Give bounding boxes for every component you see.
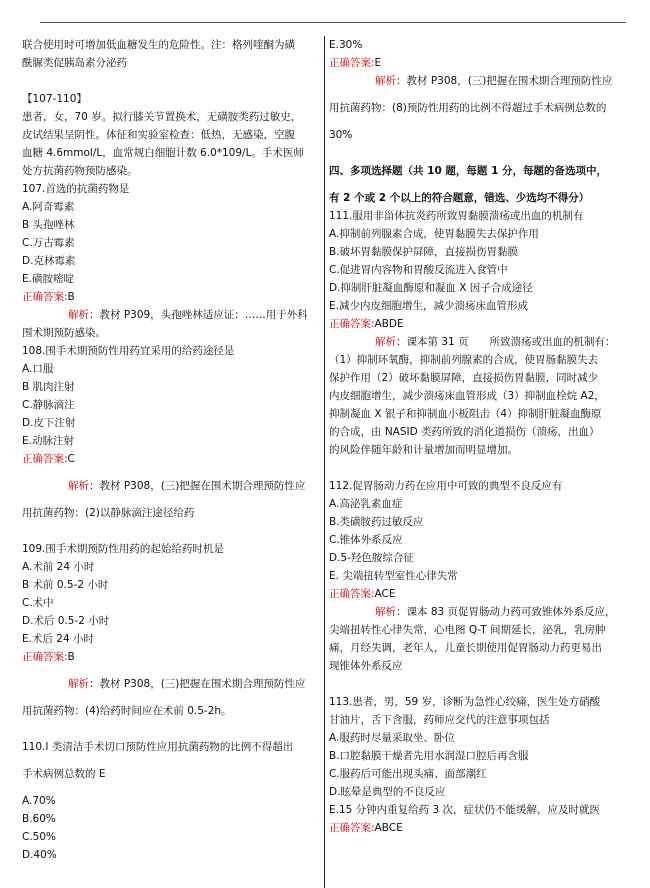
option: E. 尖端扭转型室性心律失常 xyxy=(329,570,458,582)
analysis-line: 围术期预防感染。 xyxy=(22,327,106,339)
option: A.高泌乳素血症 xyxy=(329,498,403,510)
option: E.减少内皮细胞增生，减少溃疡床血管形成 xyxy=(329,300,528,312)
option: E.磺胺嘧啶 xyxy=(22,273,74,285)
option: E.动脉注射 xyxy=(22,435,74,447)
analysis-label: 解析 xyxy=(375,606,396,618)
option: D.术后 0.5-2 小时 xyxy=(22,615,110,627)
answer-label: 正确答案: xyxy=(22,291,68,303)
section-header: 四、多项选择题（共 10 题，每题 1 分，每题的备选项中， xyxy=(329,165,608,177)
analysis-text: ：教材 P308，(三)把握在围术期合理预防性应 xyxy=(89,480,306,492)
answer-label: 正确答案: xyxy=(329,822,375,834)
answer-value: ABDE xyxy=(374,318,404,330)
analysis-label: 解析 xyxy=(68,678,89,690)
answer-value: B xyxy=(67,291,75,303)
option: D.40% xyxy=(22,849,57,861)
analysis-line: 抑制凝血 X 银子和抑制血小板阻击（4）抑制肝脏凝血酶原 xyxy=(329,408,602,420)
analysis-line: 痛，月经失调，老年人，儿童长期使用促胃肠动力药更易出 xyxy=(329,642,602,654)
option: D.皮下注射 xyxy=(22,417,76,429)
analysis-line xyxy=(329,333,629,351)
option: D.抑制肝脏凝血酶原和凝血 X 因子合成途径 xyxy=(329,282,533,294)
option: B 术前 0.5-2 小时 xyxy=(22,579,109,591)
right-column xyxy=(329,36,629,837)
analysis-label: 解析 xyxy=(68,309,89,321)
question-110-stem: 110.I 类清洁手术切口预防性应用抗菌药物的比例不得超出 xyxy=(22,741,294,753)
option: B.类磺胺药过敏反应 xyxy=(329,516,424,528)
option: A.抑制前列腺素合成，使胃黏膜失去保护作用 xyxy=(329,228,539,240)
option: C.50% xyxy=(22,831,57,843)
option: A.术前 24 小时 xyxy=(22,561,95,573)
analysis-line xyxy=(329,603,629,621)
answer-value: E xyxy=(374,57,382,69)
option: D.克林霉素 xyxy=(22,255,76,267)
answer-value: ACE xyxy=(374,588,396,600)
analysis-line xyxy=(22,306,320,324)
analysis-line: 内皮细胞增生，减少溃疡床血管形成（3）抑制血栓烷 A2， xyxy=(329,390,605,402)
analysis-line: 现锥体外系反应 xyxy=(329,660,403,672)
analysis-line: 30% xyxy=(329,129,353,141)
answer-line xyxy=(329,315,629,333)
question-108-stem: 108.围手术期预防性用药宜采用的给药途径是 xyxy=(22,345,235,357)
analysis-line: 的合成，由 NASID 类药所致的消化道损伤（溃疡，出血） xyxy=(329,426,600,438)
option: C.促进胃内容物和胃酸反流进入食管中 xyxy=(329,264,508,276)
section-header: 有 2 个或 2 个以上的符合题意，错选、少选均不得分） xyxy=(329,192,590,204)
analysis-line: 用抗菌药物：(4)给药时间应在术前 0.5-2h。 xyxy=(22,705,232,717)
option: D.眩晕是典型的不良反应 xyxy=(329,786,446,798)
answer-value: B xyxy=(67,651,75,663)
analysis-line xyxy=(22,477,320,495)
case-line: 处方抗菌药物预防感染。 xyxy=(22,165,138,177)
analysis-line: 尖端扭转性心律失常，心电图 Q-T 间期延长，泌乳，乳房肿 xyxy=(329,624,606,636)
analysis-line: 的风险伴随年龄和计量增加而明显增加。 xyxy=(329,444,518,456)
answer-label: 正确答案: xyxy=(329,318,375,330)
analysis-line: 用抗菌药物：(2)以静脉滴注途径给药 xyxy=(22,507,195,519)
answer-label: 正确答案: xyxy=(329,57,375,69)
option: B.口腔黏膜干燥者先用水润湿口腔后再含服 xyxy=(329,750,529,762)
option: B 肌肉注射 xyxy=(22,381,75,393)
question-112-stem: 112.促胃肠动力药在应用中可致的典型不良反应有 xyxy=(329,480,563,492)
question-107-stem: 107.首选的抗菌药物是 xyxy=(22,183,130,195)
column-divider xyxy=(324,36,325,888)
option: C.服药后可能出现头痛、面部潮红 xyxy=(329,768,487,780)
analysis-label: 解析 xyxy=(375,75,396,87)
answer-label: 正确答案: xyxy=(22,651,68,663)
option: A.服药时尽量采取坐、卧位 xyxy=(329,732,455,744)
option: C.术中 xyxy=(22,597,54,609)
intro-line: 酰脲类促胰岛素分泌药 xyxy=(22,57,127,69)
question-113-stem: 甘油片，舌下含服，药师应交代的注意事项包括 xyxy=(329,714,550,726)
option: E.术后 24 小时 xyxy=(22,633,95,645)
case-line: 患者，女，70 岁。拟行膝关节置换术，无磺胺类药过敏史， xyxy=(22,111,302,123)
option: A.口服 xyxy=(22,363,54,375)
header-rule xyxy=(40,22,626,23)
analysis-text: ：教材 P309，头孢唑林适应证：……用于外科 xyxy=(89,309,308,321)
answer-value: ABCE xyxy=(374,822,403,834)
analysis-text: ：课本 83 页促胃肠动力药可致锥体外系反应， xyxy=(396,606,616,618)
case-line: 血糖 4.6mmol/L，血常规白细胞计数 6.0*109/L。手术医师 xyxy=(22,147,304,159)
option: E.30% xyxy=(329,39,363,51)
option: C.静脉滴注 xyxy=(22,399,75,411)
answer-line xyxy=(329,585,629,603)
question-113-stem: 113.患者，男，59 岁，诊断为急性心绞痛，医生处方硝酸 xyxy=(329,696,601,708)
analysis-line xyxy=(329,72,629,90)
question-109-stem: 109.围手术期预防性用药的起始给药时机是 xyxy=(22,543,224,555)
left-column xyxy=(22,36,320,864)
case-header: 【107-110】 xyxy=(22,93,87,105)
option: B.60% xyxy=(22,813,56,825)
intro-line: 联合使用时可增加低血糖发生的危险性。注：格列喹酮为磺 xyxy=(22,39,295,51)
option: B 头孢唑林 xyxy=(22,219,75,231)
option: A.阿奇霉素 xyxy=(22,201,75,213)
option: B.破坏胃黏膜保护屏障，直接损伤胃黏膜 xyxy=(329,246,519,258)
answer-line xyxy=(22,450,320,468)
answer-value: C xyxy=(67,453,75,465)
option: E.15 分钟内重复给药 3 次，症状仍不能缓解，应及时就医 xyxy=(329,804,601,816)
option: C.锥体外系反应 xyxy=(329,534,403,546)
analysis-label: 解析 xyxy=(68,480,89,492)
answer-line xyxy=(329,54,629,72)
answer-label: 正确答案: xyxy=(329,588,375,600)
analysis-line xyxy=(22,675,320,693)
question-111-stem: 111.服用非甾体抗炎药所致胃黏膜溃疡或出血的机制有 xyxy=(329,210,584,222)
option: D.5-羟色胺综合征 xyxy=(329,552,414,564)
case-line: 皮试结果呈阴性。体征和实验室检查：低热，无感染，空腹 xyxy=(22,129,295,141)
option: C.万古霉素 xyxy=(22,237,75,249)
answer-line xyxy=(329,819,629,837)
answer-line xyxy=(22,648,320,666)
analysis-text: ：教材 P308，(三)把握在围术期合理预防性应 xyxy=(89,678,306,690)
answer-line xyxy=(22,288,320,306)
answer-label: 正确答案: xyxy=(22,453,68,465)
analysis-line: （1）抑制环氧酶，抑制前列腺素的合成，使胃肠黏膜失去 xyxy=(329,354,599,366)
question-110-stem: 手术病例总数的 E xyxy=(22,768,106,780)
analysis-text: ：教材 P308，(三)把握在围术期合理预防性应 xyxy=(396,75,613,87)
analysis-line: 用抗菌药物：(8)预防性用药的比例不得超过手术病例总数的 xyxy=(329,102,607,114)
analysis-line: 保护作用（2）破坏黏膜屏障，直接损伤胃黏膜，同时减少 xyxy=(329,372,599,384)
option: A.70% xyxy=(22,795,56,807)
analysis-text: ：课本第 31 页 所致溃疡或出血的机制有： xyxy=(396,336,616,348)
analysis-label: 解析 xyxy=(375,336,396,348)
